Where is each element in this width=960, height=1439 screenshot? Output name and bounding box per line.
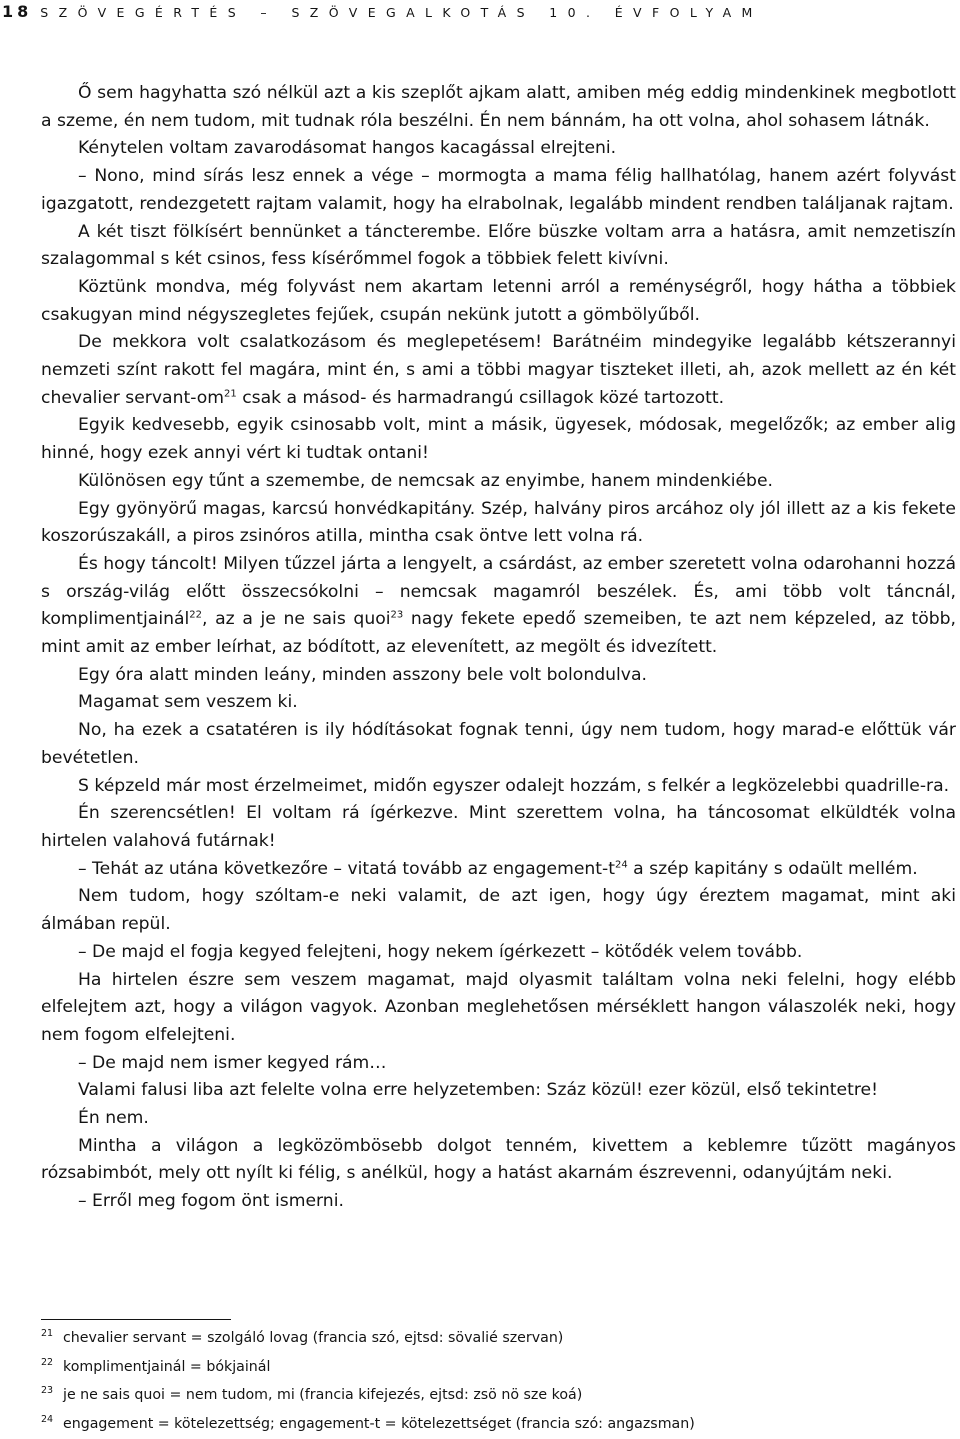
footnote-number: 23 [41, 1385, 54, 1397]
paragraph-text: Egyik kedvesebb, egyik csinosabb volt, mint a másik, ügyesek, módosak, megelőzők; az ember alig hinné, hogy ezek annyi vért ki tudtak ontani! [41, 415, 956, 464]
paragraph-text: Egy gyönyörű magas, karcsú honvédkapitány. Szép, halvány piros arcához oly jól illett az a kis fekete koszorúszakáll, a piros zsinóros atilla, mintha csak öntve lett volna rá. [41, 498, 956, 547]
paragraph-text: – Erről meg fogom önt ismerni. [78, 1191, 344, 1212]
footnote-text: komplimentjainál = bókjainál [63, 1358, 271, 1375]
footnote-number: 24 [41, 1413, 54, 1425]
paragraph [41, 1133, 956, 1188]
paragraph-text: De mekkora volt csalatkozásom és meglepetésem! Barátnéim mindegyike legalább kétszerannyi nemzeti színt rakott fel magára, mint én, s ami a többi magyar tiszteket illeti, ah, azok mellett az én két chevalier servant-om [41, 332, 956, 408]
paragraph [41, 800, 956, 855]
paragraph [41, 967, 956, 1050]
footnote-text: engagement = kötelezettség; engagement-t = kötelezettséget (francia szó: angazsman) [63, 1415, 695, 1432]
paragraph [41, 939, 956, 967]
paragraph-text: Köztünk mondva, még folyvást nem akartam letenni arról a reménységről, hogy hátha a többiek csakugyan mind négyszegletes fejűek, csupán nekünk jutott a gömbölyűből. [41, 276, 956, 325]
paragraph [41, 1105, 956, 1133]
paragraph [41, 468, 956, 496]
paragraph-text: Kénytelen voltam zavarodásomat hangos kacagással elrejteni. [78, 138, 617, 159]
paragraph [41, 135, 956, 163]
paragraph-text: a szép kapitány s odaült mellém. [627, 858, 918, 879]
footnote-reference: 24 [614, 858, 628, 870]
paragraph-text: – Nono, mind sírás lesz ennek a vége – mormogta a mama félig hallhatólag, hanem azért folyvást igazgatott, rendezgetett rajtam valamit, hogy ha elrabolnak, legalább mindent rendben találjanak rajtam. [41, 166, 956, 214]
paragraph-text: És hogy táncolt! Milyen tűzzel járta a lengyelt, a csárdást, az ember szeretett volna odarohanni hozzá s ország-világ előtt összecsókolni – nemcsak magamról beszélek. És, ami több volt táncnál, komplimentjainál [41, 553, 956, 630]
footnote [41, 1354, 941, 1383]
paragraph [41, 689, 956, 717]
paragraph-text: No, ha ezek a csatatéren is ily hódításokat fognak tenni, úgy nem tudom, hogy marad-e előttük vár bevétetlen. [41, 720, 956, 768]
paragraph-text: Ha hirtelen észre sem veszem magamat, majd olyasmit találtam volna neki felelni, hogy elébb elfelejtem azt, hogy a világon vagyok. Azonban meglehetősen mérséklett hangon válaszolék neki, hogy nem fogom elfelejteni. [41, 969, 956, 1045]
paragraph-text: Valami falusi liba azt felelte volna erre helyzetemben: Száz közül! ezer közül, első tekintetre! [78, 1080, 878, 1101]
paragraph [41, 219, 956, 274]
running-title: SZÖVEGÉRTÉS – SZÖVEGALKOTÁS 10. ÉVFOLYAM [40, 5, 763, 20]
paragraph [41, 496, 956, 551]
footnote [41, 1411, 941, 1439]
paragraph-text: csak a másod- és harmadrangú csillagok közé tartozott. [236, 387, 725, 408]
paragraph-text: S képzeld már most érzelmeimet, midőn egyszer odalejt hozzám, s felkér a legközelebbi quadrille-ra. [78, 775, 950, 796]
paragraph-text: – De majd el fogja kegyed felejteni, hogy nekem ígérkezett – kötődék velem tovább. [78, 941, 803, 962]
page-header [2, 2, 960, 24]
paragraph-text: Egy óra alatt minden leány, minden asszony bele volt bolondulva. [78, 664, 647, 685]
paragraph-text: A két tiszt fölkísért bennünket a táncterembe. Előre büszke voltam arra a hatásra, amit nemzetiszín szalagommal s két csinos, fess kísérőmmel fogok a többiek felett kivívni. [41, 221, 956, 270]
paragraph-text: Ő sem hagyhatta szó nélkül azt a kis szeplőt ajkam alatt, amiben még eddig mindenkinek megbotlott a szeme, én nem tudom, mit tudnak róla beszélni. Én nem bánnám, ha ott volna, ahol sohasem látnák. [41, 83, 956, 131]
footnote-reference: 23 [390, 609, 404, 621]
paragraph [41, 329, 956, 412]
paragraph-text: – Tehát az utána következőre – vitatá tovább az engagement-t [78, 858, 615, 879]
paragraph-text: Nem tudom, hogy szóltam-e neki valamit, de azt igen, hogy úgy éreztem magamat, mint aki álmában repül. [41, 886, 956, 935]
paragraph-text: Mintha a világon a legközömbösebb dolgot tenném, kivettem a keblemre tűzött magányos rózsabimbót, mely ott nyílt ki félig, s anélkül, hogy a hatást akarnám észrevenni, odanyújtám neki. [41, 1135, 956, 1184]
paragraph [41, 274, 956, 329]
footnote-number: 22 [41, 1356, 54, 1368]
footnote-reference: 21 [224, 388, 237, 399]
paragraph [41, 80, 956, 135]
footnote-number: 21 [41, 1328, 54, 1339]
paragraph [41, 883, 956, 938]
paragraph [41, 551, 956, 662]
page-number: 18 [2, 2, 33, 21]
paragraph [41, 773, 956, 801]
paragraph-text: nagy fekete epedő szemeiben, te azt nem képzeled, az több, mint amit az ember leírhat, az bódított, az elevenített, az megölt és idvezített. [41, 609, 956, 658]
paragraph-text: Különösen egy tűnt a szemembe, de nemcsak az enyimbe, hanem mindenkiébe. [78, 470, 773, 491]
story-text [41, 80, 956, 1216]
footnotes [41, 1325, 941, 1439]
paragraph-text: , az a je ne sais quoi [202, 609, 391, 630]
footnote-divider [41, 1319, 231, 1320]
paragraph [41, 163, 956, 218]
paragraph [41, 1077, 956, 1105]
paragraph [41, 1188, 956, 1216]
footnote [41, 1325, 941, 1354]
paragraph [41, 412, 956, 467]
footnote-text: je ne sais quoi = nem tudom, mi (francia kifejezés, ejtsd: zsö nö sze koá) [63, 1387, 583, 1404]
paragraph [41, 856, 956, 884]
paragraph-text: Magamat sem veszem ki. [78, 692, 298, 713]
footnote-text: chevalier servant = szolgáló lovag (francia szó, ejtsd: sövalié szervan) [63, 1330, 564, 1346]
paragraph-text: – De majd nem ismer kegyed rám… [78, 1052, 387, 1073]
footnote [41, 1382, 941, 1411]
footnote-reference: 22 [189, 609, 203, 621]
paragraph-text: Én szerencsétlen! El voltam rá ígérkezve. Mint szerettem volna, ha táncosomat elküldték volna hirtelen valahová futárnak! [41, 803, 956, 851]
paragraph [41, 1050, 956, 1078]
paragraph [41, 717, 956, 772]
paragraph-text: Én nem. [78, 1108, 149, 1129]
paragraph [41, 662, 956, 690]
